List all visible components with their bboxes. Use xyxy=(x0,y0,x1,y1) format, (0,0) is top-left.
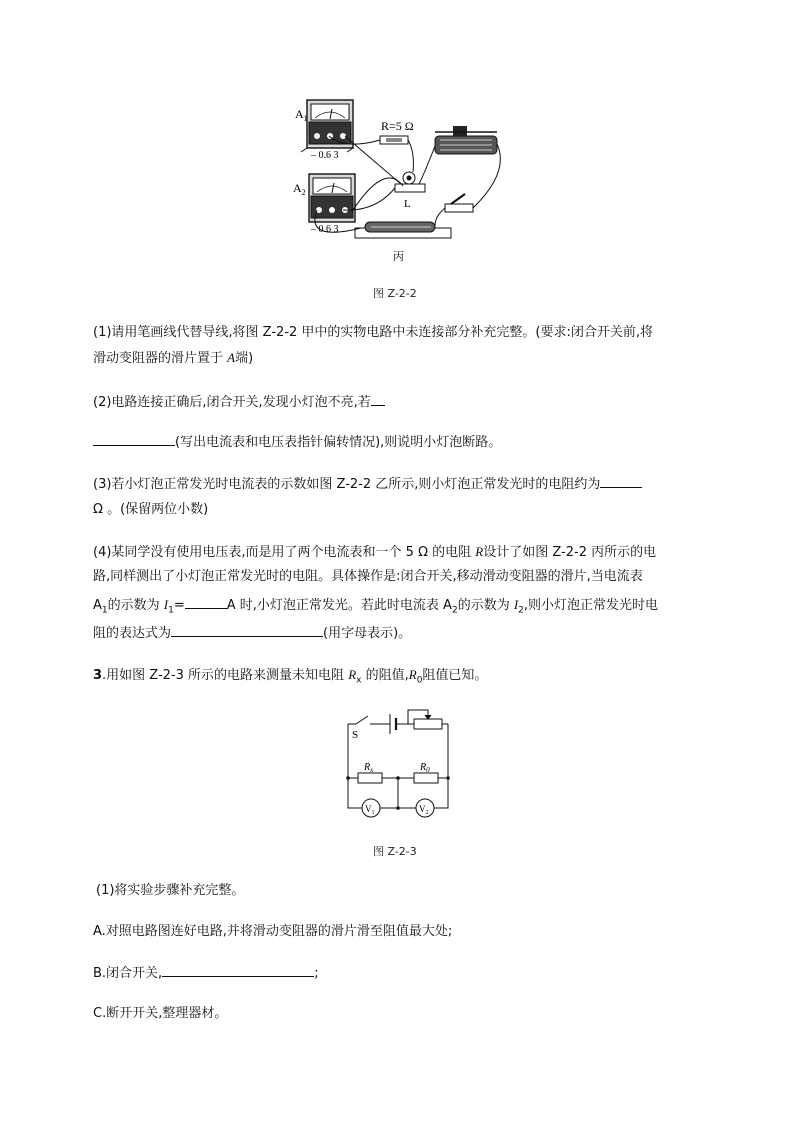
lamp-label: L xyxy=(404,198,411,210)
figure-z-2-2-caption: 图 Z-2-2 xyxy=(373,287,417,300)
q2-part1-line1: (1)请用笔画线代替导线,将图 Z-2-2 甲中的实物电路中未连接部分补充完整。(要求:闭合开关前,将 xyxy=(93,325,653,340)
switch xyxy=(445,194,473,212)
answer-blank-2a[interactable] xyxy=(371,391,385,406)
q2-part3-line1: (3)若小灯泡正常发光时电流表的示数如图 Z-2-2 乙所示,则小灯泡正常发光时的电阻约为 xyxy=(93,473,693,496)
q2-part4-line2: 路,同样测出了小灯泡正常发光时的电阻。具体操作是:闭合开关,移动滑动变阻器的滑片,当电流表 xyxy=(93,569,643,584)
switch-blade xyxy=(356,716,368,724)
answer-blank-4a[interactable] xyxy=(185,594,227,609)
rheostat-top xyxy=(435,126,497,154)
q2-part4-line1: (4)某同学没有使用电压表,而是用了两个电流表和一个 5 Ω 的电阻 R设计了如图 Z-2-2 丙所示的电 xyxy=(93,544,657,560)
answer-blank-step-b[interactable] xyxy=(162,962,314,977)
q3-step-c: C.断开开关,整理器材。 xyxy=(93,1006,228,1021)
figure-z-2-3-circuit xyxy=(338,704,460,826)
q2-part4-line3: $A_1$的示数为 $I_1= A$ 时,小灯泡正常发光。若此时电流表 $A_2$的示数为 $I_2$,则小灯泡正常发光时电 xyxy=(93,594,693,622)
ammeter-a1 xyxy=(301,100,353,152)
panel-label: 丙 xyxy=(393,251,404,263)
a2-scale: – 0.6 3 xyxy=(311,224,339,235)
rheostat xyxy=(414,719,442,729)
answer-blank-3[interactable] xyxy=(600,473,642,488)
a2-label: $A_2$ xyxy=(293,181,306,197)
resistor-r0 xyxy=(414,773,438,783)
v1-label: $V_1$ xyxy=(365,804,375,816)
resistor-r xyxy=(380,136,408,144)
a1-label: $A_1$ xyxy=(295,107,308,123)
q3-stem: 3.用如图 Z-2-3 所示的电路来测量未知电阻 $R_x$ 的阻值$,R_0$阻值已知。 xyxy=(93,667,488,686)
rx-label: $R_x$ xyxy=(364,762,374,774)
q2-part4-line4: 阻的表达式为 (用字母表示)。 xyxy=(93,622,693,645)
q2-part3-line2: Ω 。(保留两位小数) xyxy=(93,502,209,517)
q3-step-a: A.对照电路图连好电路,并将滑动变阻器的滑片滑至阻值最大处; xyxy=(93,924,453,939)
figure-z-2-2-diagram xyxy=(285,92,515,270)
figure-z-2-3-caption: 图 Z-2-3 xyxy=(373,845,417,858)
q3-sub1: (1)将实验步骤补充完整。 xyxy=(96,883,245,898)
q2-part1-line2: 滑动变阻器的滑片置于 A端) xyxy=(93,350,254,366)
answer-blank-2b[interactable] xyxy=(93,431,175,446)
r0-label: $R_0$ xyxy=(420,762,430,774)
q2-part2-line1: (2)电路连接正确后,闭合开关,发现小灯泡不亮,若 xyxy=(93,391,693,414)
q2-part2-line2: (写出电流表和电压表指针偏转情况),则说明小灯泡断路。 xyxy=(93,431,693,454)
resistor-label: R=5 Ω xyxy=(381,119,414,133)
answer-blank-4b[interactable] xyxy=(171,622,323,637)
v2-label: $V_2$ xyxy=(419,804,429,816)
q3-step-b: B.闭合开关, ; xyxy=(93,962,693,985)
a1-scale: – 0.6 3 xyxy=(311,150,339,161)
switch-label: S xyxy=(352,729,359,741)
battery xyxy=(355,222,451,238)
resistor-rx xyxy=(358,773,382,783)
